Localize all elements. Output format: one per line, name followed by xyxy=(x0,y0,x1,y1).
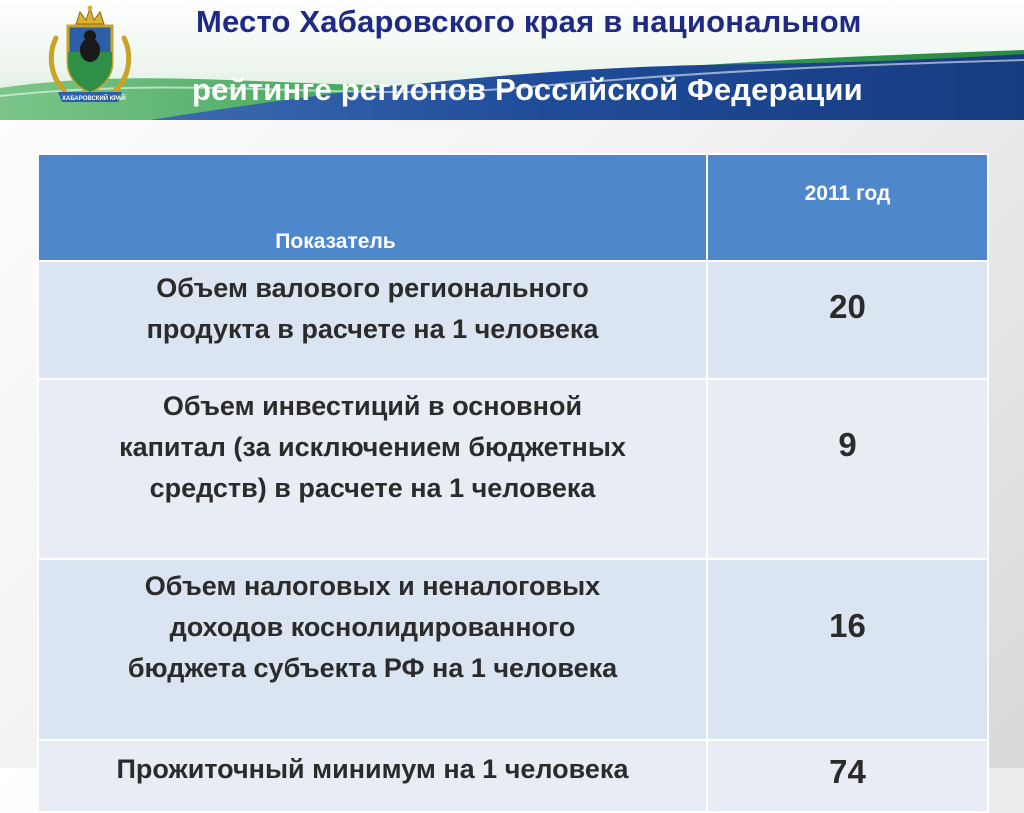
table-row xyxy=(38,379,988,559)
indicator-text-line: доходов коснолидированного xyxy=(169,612,576,642)
crest-caption: ХАБАРОВСКИЙ КРАЙ xyxy=(62,96,126,102)
table-header-row xyxy=(38,154,988,261)
rank-value-cell: 16 xyxy=(707,559,988,740)
indicator-text-line: продукта в расчете на 1 человека xyxy=(146,314,599,344)
table-row xyxy=(38,559,988,740)
indicator-text-line: бюджета субъекта РФ на 1 человека xyxy=(127,653,618,683)
page-title-line-2: рейтинге регионов Российской Федерации xyxy=(192,72,863,107)
column-header-indicator xyxy=(38,154,707,261)
table-row xyxy=(38,740,988,812)
column-header-indicator-label: Показатель xyxy=(275,230,396,253)
ratings-table xyxy=(37,153,989,813)
indicator-text-line: Объем налоговых и неналоговых xyxy=(144,571,601,601)
indicator-cell xyxy=(38,559,707,740)
header-banner xyxy=(0,0,1024,120)
column-header-year: 2011 год xyxy=(707,154,988,261)
indicator-text-line: Объем инвестиций в основной xyxy=(162,391,583,421)
page-title-line-1: Место Хабаровского края в национальном xyxy=(196,4,862,39)
rank-value-cell: 74 xyxy=(707,740,988,812)
indicator-cell xyxy=(38,379,707,559)
indicator-text-line: средств) в расчете на 1 человека xyxy=(149,473,596,503)
indicator-text-line: капитал (за исключением бюджетных xyxy=(119,432,626,462)
indicator-cell xyxy=(38,740,707,812)
rank-value-cell: 9 xyxy=(707,379,988,559)
indicator-cell xyxy=(38,261,707,379)
table-row xyxy=(38,261,988,379)
indicator-text-line: Прожиточный минимум на 1 человека xyxy=(116,754,629,784)
rank-value-cell: 20 xyxy=(707,261,988,379)
indicator-text-line: Объем валового регионального xyxy=(156,273,589,303)
